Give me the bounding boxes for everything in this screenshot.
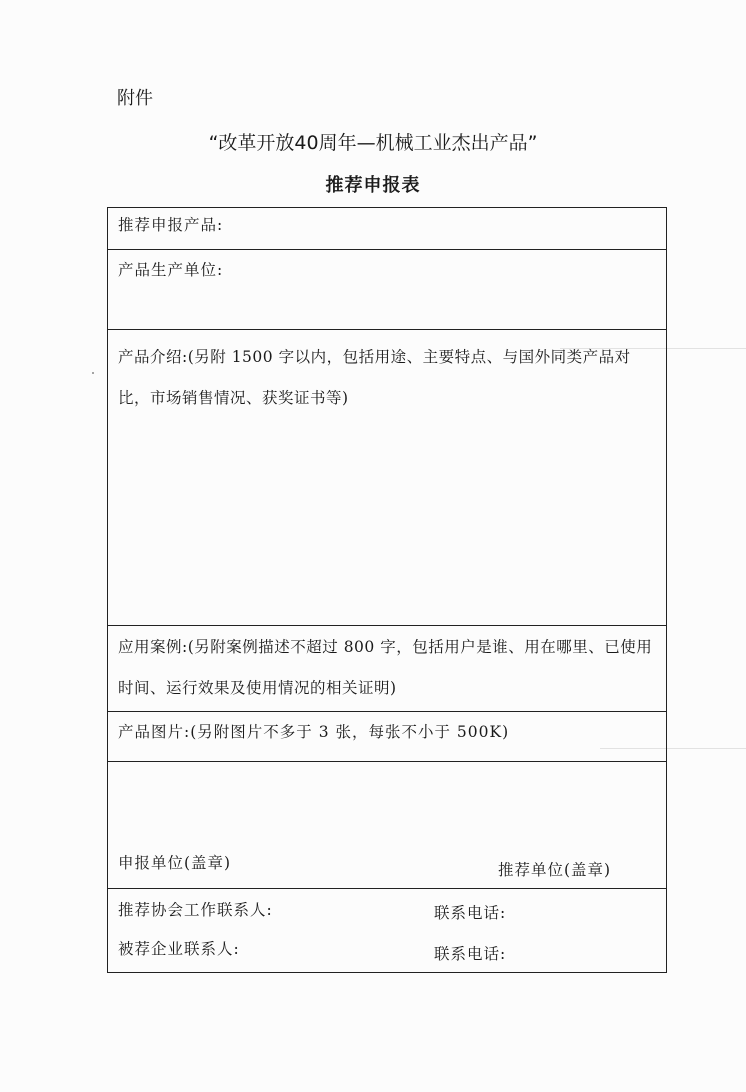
association-contact-label: 推荐协会工作联系人: bbox=[118, 901, 273, 919]
contacts-row bbox=[108, 888, 666, 975]
product-intro-label: 产品介绍:(另附 1500 字以内，包括用途、主要特点、与国外同类产品对比，市场销售情况、获奖证书等) bbox=[118, 348, 631, 407]
application-cases-row bbox=[108, 625, 666, 712]
attachment-label: 附件 bbox=[117, 88, 153, 109]
application-cases-label: 应用案例:(另附案例描述不超过 800 字，包括用户是谁、用在哪里、已使用时间、运行效果及使用情况的相关证明) bbox=[118, 638, 653, 697]
association-phone-label: 联系电话: bbox=[434, 904, 507, 922]
product-intro-row bbox=[108, 329, 666, 626]
manufacturer-row bbox=[108, 249, 666, 330]
product-images-label: 产品图片:(另附图片不多于 3 张，每张不小于 500K) bbox=[118, 723, 510, 741]
recommender-seal-label: 推荐单位(盖章) bbox=[498, 861, 612, 879]
application-form-table bbox=[107, 207, 667, 973]
enterprise-contact-label: 被荐企业联系人: bbox=[118, 940, 240, 958]
enterprise-phone-label: 联系电话: bbox=[434, 945, 507, 963]
seal-row bbox=[108, 761, 666, 889]
document-title: “改革开放40周年—机械工业杰出产品” bbox=[208, 132, 538, 154]
scan-artifact-dot bbox=[92, 372, 94, 374]
applicant-seal-label: 申报单位(盖章) bbox=[118, 854, 232, 872]
form-title: 推荐申报表 bbox=[325, 175, 421, 196]
product-name-label: 推荐申报产品: bbox=[118, 216, 224, 234]
manufacturer-label: 产品生产单位: bbox=[118, 261, 224, 279]
product-images-row bbox=[108, 711, 666, 762]
product-name-row bbox=[108, 208, 666, 249]
